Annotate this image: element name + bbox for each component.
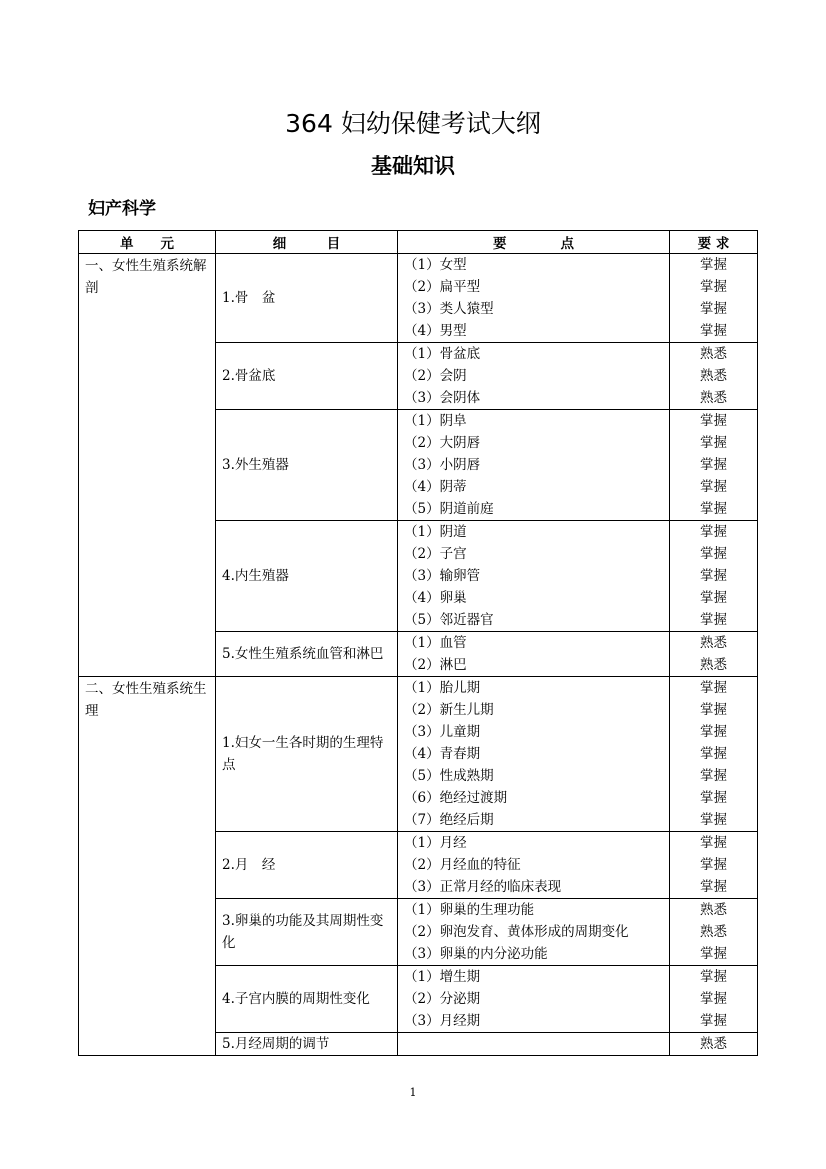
point-item: （1）增生期 xyxy=(404,969,481,985)
document-title: 364 妇幼保健考试大纲 xyxy=(285,109,541,138)
document-subtitle: 基础知识 xyxy=(371,153,455,178)
requirement-item: 熟悉 xyxy=(700,390,727,406)
detail-cell: 5.月经周期的调节 xyxy=(216,1033,398,1056)
detail-cell: 3.外生殖器 xyxy=(216,410,398,521)
detail-cell: 3.卵巢的功能及其周期性变化 xyxy=(216,899,398,966)
point-item: （1）骨盆底 xyxy=(404,346,481,362)
requirement-item: 掌握 xyxy=(700,812,727,828)
point-item: （3）月经期 xyxy=(404,1013,481,1029)
requirement-item: 掌握 xyxy=(700,301,727,317)
requirement-cell xyxy=(670,966,758,1033)
detail-cell: 2.骨盆底 xyxy=(216,343,398,410)
detail-cell: 1.妇女一生各时期的生理特点 xyxy=(216,677,398,832)
requirement-item: 掌握 xyxy=(700,790,727,806)
points-cell xyxy=(398,410,670,521)
point-item: （6）绝经过渡期 xyxy=(404,790,508,806)
point-item: （5）阴道前庭 xyxy=(404,501,494,517)
points-cell xyxy=(398,966,670,1033)
point-item: （1）胎儿期 xyxy=(404,680,481,696)
page-number: 1 xyxy=(409,1086,417,1099)
requirement-item: 掌握 xyxy=(700,680,727,696)
table-row xyxy=(79,677,758,832)
requirement-cell xyxy=(670,521,758,632)
requirement-item: 熟悉 xyxy=(700,346,727,362)
syllabus-table xyxy=(78,230,758,1056)
points-cell xyxy=(398,632,670,677)
point-item: （2）子宫 xyxy=(404,546,467,562)
requirement-item: 掌握 xyxy=(700,413,727,429)
requirement-cell xyxy=(670,632,758,677)
requirement-item: 掌握 xyxy=(700,279,727,295)
requirement-item: 掌握 xyxy=(700,612,727,628)
requirement-cell xyxy=(670,254,758,343)
point-item: （2）分泌期 xyxy=(404,991,481,1007)
point-item: （3）卵巢的内分泌功能 xyxy=(404,946,548,962)
point-item: （2）新生儿期 xyxy=(404,702,494,718)
requirement-item: 掌握 xyxy=(700,501,727,517)
requirement-item: 掌握 xyxy=(700,590,727,606)
detail-cell: 2.月 经 xyxy=(216,832,398,899)
requirement-item: 熟悉 xyxy=(700,1036,727,1052)
point-item: （2）卵泡发育、黄体形成的周期变化 xyxy=(404,924,629,940)
points-cell xyxy=(398,899,670,966)
requirement-item: 掌握 xyxy=(700,568,727,584)
requirement-item: 掌握 xyxy=(700,768,727,784)
point-item: （1）血管 xyxy=(404,635,467,651)
points-cell xyxy=(398,1033,670,1056)
table-body xyxy=(79,254,758,1056)
requirement-item: 掌握 xyxy=(700,857,727,873)
requirement-item: 熟悉 xyxy=(700,924,727,940)
requirement-item: 掌握 xyxy=(700,1013,727,1029)
point-item: （3）儿童期 xyxy=(404,724,481,740)
point-item: （1）月经 xyxy=(404,835,467,851)
header-points: 要 点 xyxy=(398,231,670,254)
requirement-item: 熟悉 xyxy=(700,657,727,673)
point-item: （3）输卵管 xyxy=(404,568,481,584)
points-cell xyxy=(398,677,670,832)
point-item: （4）阴蒂 xyxy=(404,479,467,495)
detail-cell: 5.女性生殖系统血管和淋巴 xyxy=(216,632,398,677)
header-unit: 单 元 xyxy=(79,231,216,254)
detail-cell: 4.内生殖器 xyxy=(216,521,398,632)
requirement-item: 掌握 xyxy=(700,702,727,718)
detail-cell: 4.子宫内膜的周期性变化 xyxy=(216,966,398,1033)
requirement-cell xyxy=(670,410,758,521)
requirement-item: 掌握 xyxy=(700,991,727,1007)
table-header-row xyxy=(79,231,758,254)
requirement-item: 熟悉 xyxy=(700,635,727,651)
detail-cell: 1.骨 盆 xyxy=(216,254,398,343)
requirement-item: 掌握 xyxy=(700,435,727,451)
point-item: （2）扁平型 xyxy=(404,279,481,295)
point-item: （1）阴阜 xyxy=(404,413,467,429)
requirement-item: 掌握 xyxy=(700,879,727,895)
requirement-cell xyxy=(670,1033,758,1056)
point-item: （1）阴道 xyxy=(404,524,467,540)
point-item: （2）淋巴 xyxy=(404,657,467,673)
point-item: （7）绝经后期 xyxy=(404,812,494,828)
point-item xyxy=(404,1033,663,1055)
requirement-item: 掌握 xyxy=(700,524,727,540)
point-item: （5）性成熟期 xyxy=(404,768,494,784)
point-item: （1）卵巢的生理功能 xyxy=(404,902,535,918)
requirement-item: 熟悉 xyxy=(700,902,727,918)
requirement-item: 掌握 xyxy=(700,724,727,740)
points-cell xyxy=(398,254,670,343)
requirement-cell xyxy=(670,343,758,410)
requirement-item: 掌握 xyxy=(700,546,727,562)
point-item: （2）大阴唇 xyxy=(404,435,481,451)
point-item: （3）正常月经的临床表现 xyxy=(404,879,562,895)
point-item: （2）月经血的特征 xyxy=(404,857,521,873)
requirement-cell xyxy=(670,677,758,832)
requirement-cell xyxy=(670,899,758,966)
requirement-item: 掌握 xyxy=(700,479,727,495)
requirement-item: 掌握 xyxy=(700,969,727,985)
point-item: （3）类人猿型 xyxy=(404,301,494,317)
point-item: （4）青春期 xyxy=(404,746,481,762)
section-heading: 妇产科学 xyxy=(88,199,156,219)
header-requirement: 要 求 xyxy=(670,231,758,254)
table-row xyxy=(79,254,758,343)
unit-cell: 二、女性生殖系统生理 xyxy=(79,677,216,1056)
point-item: （4）卵巢 xyxy=(404,590,467,606)
unit-cell: 一、女性生殖系统解剖 xyxy=(79,254,216,677)
points-cell xyxy=(398,832,670,899)
requirement-item: 掌握 xyxy=(700,746,727,762)
requirement-item: 掌握 xyxy=(700,257,727,273)
points-cell xyxy=(398,343,670,410)
header-detail: 细 目 xyxy=(216,231,398,254)
point-item: （3）会阴体 xyxy=(404,390,481,406)
requirement-cell xyxy=(670,832,758,899)
point-item: （3）小阴唇 xyxy=(404,457,481,473)
requirement-item: 掌握 xyxy=(700,323,727,339)
point-item: （4）男型 xyxy=(404,323,467,339)
point-item: （2）会阴 xyxy=(404,368,467,384)
point-item: （5）邻近器官 xyxy=(404,612,494,628)
requirement-item: 掌握 xyxy=(700,835,727,851)
point-item: （1）女型 xyxy=(404,257,467,273)
requirement-item: 掌握 xyxy=(700,457,727,473)
requirement-item: 掌握 xyxy=(700,946,727,962)
points-cell xyxy=(398,521,670,632)
requirement-item: 熟悉 xyxy=(700,368,727,384)
